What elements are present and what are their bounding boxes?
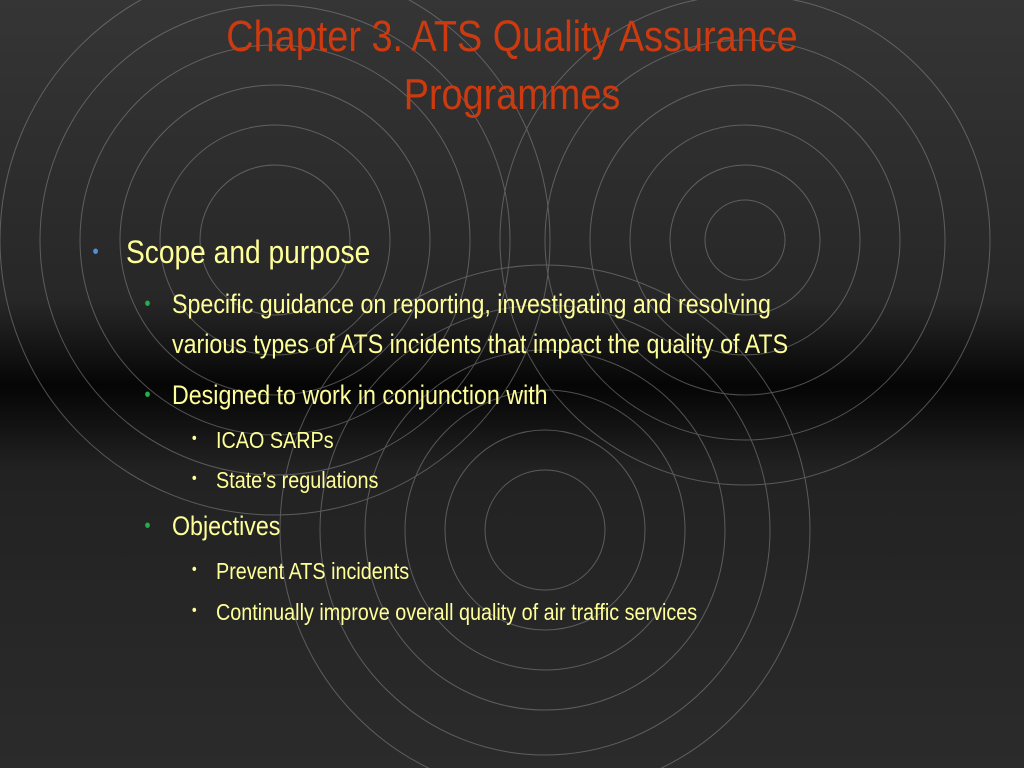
bullet-state-regulations xyxy=(191,465,379,495)
bullet-objectives xyxy=(144,506,281,546)
bullet-prevent-ats-incidents xyxy=(191,556,410,586)
slide-title-line1: Chapter 3. ATS Quality Assurance xyxy=(226,12,798,61)
bullet-text: State’s regulations xyxy=(216,467,379,493)
bullet-continually-improve xyxy=(191,597,698,627)
bullet-designed-to-work xyxy=(144,375,548,415)
bullet-icao-sarps xyxy=(191,425,334,455)
bullet-scope-and-purpose xyxy=(92,232,371,272)
bullet-dot-icon: • xyxy=(144,515,151,537)
bullet-dot-icon: • xyxy=(191,561,197,578)
bullet-text: Prevent ATS incidents xyxy=(216,558,410,584)
bullet-specific-guidance xyxy=(144,284,789,364)
bullet-dot-icon: • xyxy=(191,470,197,487)
bullet-dot-icon: • xyxy=(144,384,151,406)
bullet-text-line2: various types of ATS incidents that impact the quality of ATS xyxy=(172,329,789,359)
bullet-text: Continually improve overall quality of air traffic services xyxy=(216,599,698,625)
slide-title-line2: Programmes xyxy=(403,70,621,119)
bullet-text: Designed to work in conjunction with xyxy=(172,380,548,410)
bullet-dot-icon: • xyxy=(92,241,99,263)
bullet-dot-icon: • xyxy=(144,293,151,315)
bullet-text-line1: Specific guidance on reporting, investigating and resolving xyxy=(172,289,771,319)
bullet-dot-icon: • xyxy=(191,602,197,619)
bullet-text: Scope and purpose xyxy=(126,234,371,270)
bullet-text: ICAO SARPs xyxy=(216,427,334,453)
bullet-dot-icon: • xyxy=(191,430,197,447)
bullet-text: Objectives xyxy=(172,511,281,541)
